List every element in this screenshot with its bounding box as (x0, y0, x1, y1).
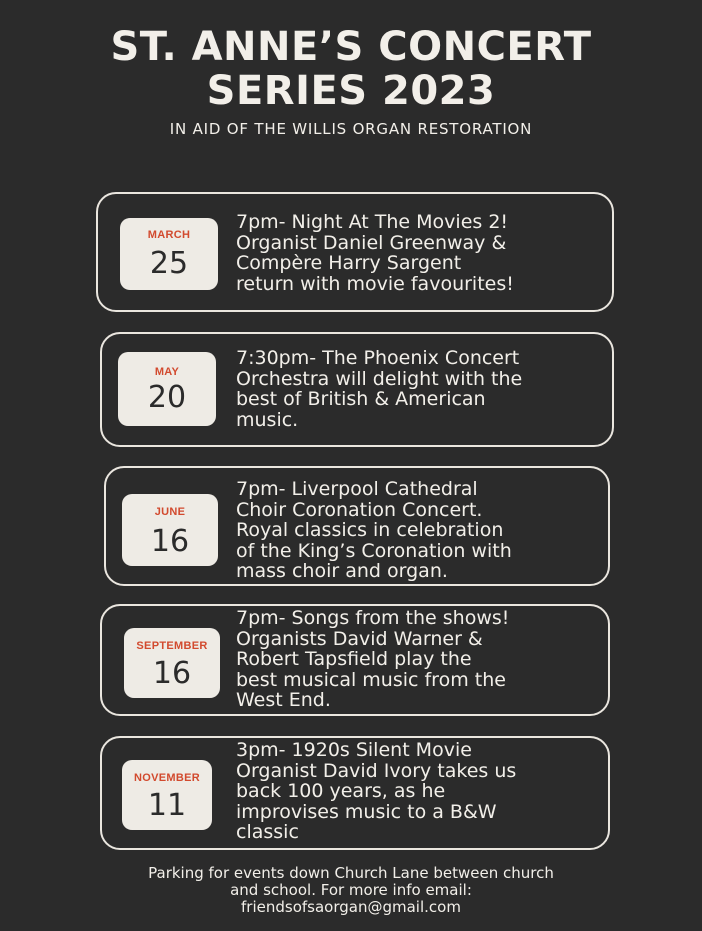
event-description: 7:30pm- The Phoenix Concert Orchestra will delight with the best of British & American music. (236, 347, 523, 431)
footer-line-1: Parking for events down Church Lane between church (148, 864, 554, 882)
page-title-line-1: ST. ANNE’S CONCERT (110, 24, 592, 70)
date-box (120, 218, 218, 290)
event-card-may (100, 332, 614, 447)
page-title-line-2: SERIES 2023 (206, 68, 496, 114)
date-month: JUNE (154, 506, 186, 518)
date-month: MAY (154, 366, 180, 378)
event-card-september (100, 604, 610, 716)
event-description: 7pm- Liverpool Cathedral Choir Coronation Concert. Royal classics in celebration of the King’s Coronation with mass choir and organ. (236, 478, 512, 582)
event-description: 7pm- Night At The Movies 2! Organist Daniel Greenway & Compère Harry Sargent return with movie favourites! (236, 211, 514, 295)
page-subtitle: IN AID OF THE WILLIS ORGAN RESTORATION (169, 120, 533, 138)
event-description: 7pm- Songs from the shows! Organists David Warner & Robert Tapsfield play the best musical music from the West End. (236, 607, 510, 711)
date-month: MARCH (147, 229, 191, 241)
date-day: 16 (150, 524, 190, 559)
event-card-november (100, 736, 610, 850)
date-box (118, 352, 216, 426)
date-month: SEPTEMBER (136, 640, 208, 652)
event-card-march (96, 192, 614, 312)
date-box (124, 628, 220, 698)
footer-info (0, 865, 702, 916)
date-box (122, 494, 218, 566)
event-description: 3pm- 1920s Silent Movie Organist David Ivory takes us back 100 years, as he improvises music to a B&W classic (236, 739, 517, 843)
event-card-june (104, 466, 610, 586)
date-day: 11 (147, 788, 187, 823)
date-box (122, 760, 212, 830)
date-month: NOVEMBER (134, 772, 200, 784)
date-day: 20 (147, 380, 187, 415)
footer-line-2: and school. For more info email: (230, 881, 472, 899)
date-day: 25 (149, 246, 189, 281)
date-day: 16 (152, 656, 192, 691)
footer-email[interactable]: friendsofsaorgan@gmail.com (241, 898, 461, 916)
